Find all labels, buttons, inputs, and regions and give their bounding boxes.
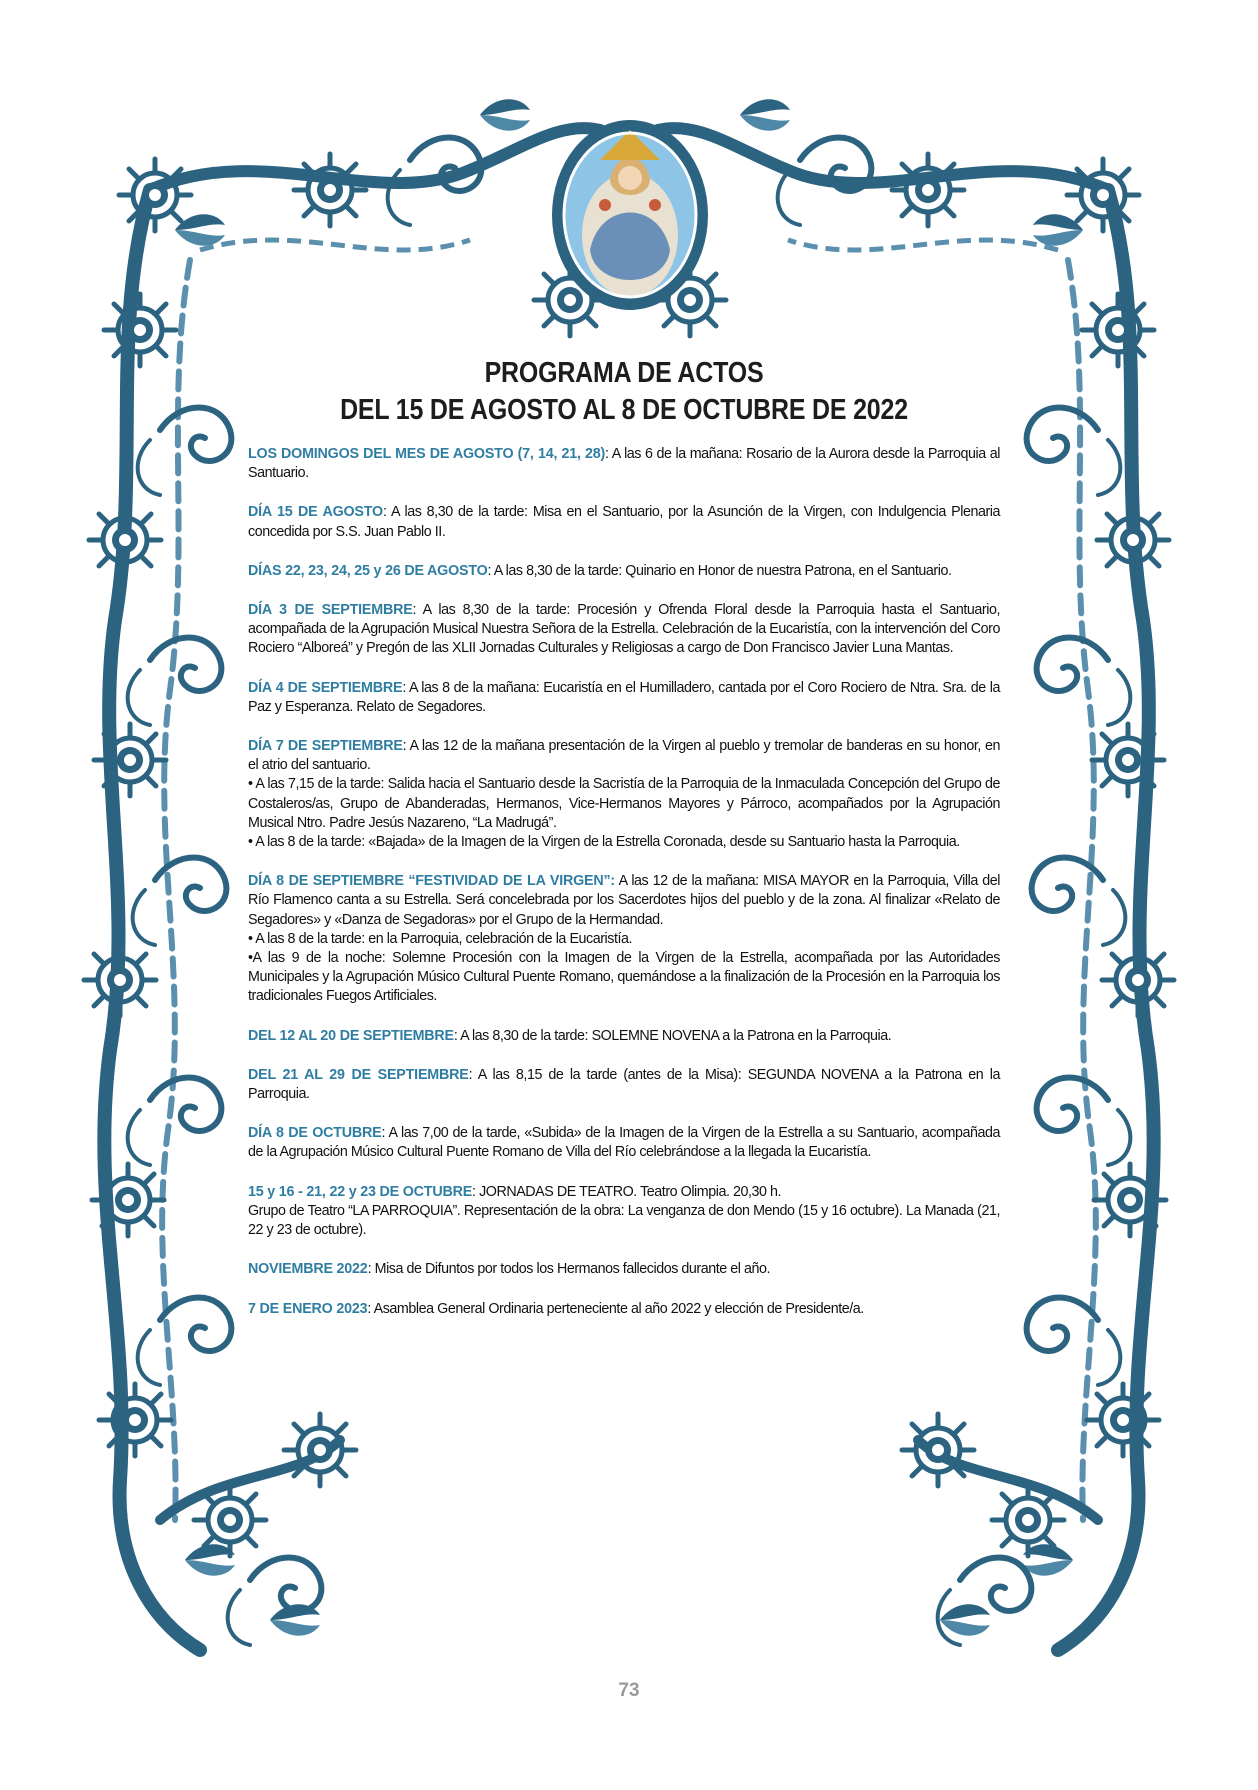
program-entry: [248, 1066, 1000, 1104]
entry-description: : A las 8,30 de la tarde: SOLEMNE NOVENA a la Patrona en la Parroquia.: [453, 1027, 892, 1044]
entry-bullet: •A las 9 de la noche: Solemne Procesión con la Imagen de la Virgen de la Estrella, acompañada por las Autoridades Municipales y la Agrupación Músico Cultural Puente Romano, quemándose a la finalización de la Procesión en la Parroquia los tradicionales Fuegos Artificiales.: [248, 950, 1000, 1005]
entry-bullet: • A las 7,15 de la tarde: Salida hacia el Santuario desde la Sacristía de la Parroquia de la Inmaculada Concepción del Grupo de Costaleros/as, Grupo de Abanderadas, Hermanos, Vice-Hermanos Mayores y Párroco, acompañados por la Agrupación Musical Ntro. Padre Jesús Nazareno, “La Madrugá”.: [248, 776, 1000, 831]
program-entry: [248, 679, 1000, 717]
program-entry: [248, 1300, 1000, 1319]
entry-date-label: DÍA 7 DE SEPTIEMBRE: [248, 738, 403, 755]
entry-date-label: DÍA 15 DE AGOSTO: [248, 504, 383, 521]
entry-bullet: • A las 8 de la tarde: en la Parroquia, celebración de la Eucaristía.: [248, 930, 633, 947]
program-entries-list: [248, 445, 1000, 1319]
entry-date-label: 7 DE ENERO 2023: [248, 1300, 368, 1317]
title-line-2: DEL 15 DE AGOSTO AL 8 DE OCTUBRE DE 2022: [340, 394, 908, 426]
left-border-ornament: [84, 190, 235, 1650]
page-number: 73: [618, 1680, 640, 1701]
bottom-left-ornament: [160, 1414, 356, 1645]
program-entry: [248, 737, 1000, 852]
entry-description: : A las 8,15 de la tarde (antes de la Misa): SEGUNDA NOVENA a la Patrona en la Parroquia.: [248, 1066, 1000, 1103]
bottom-right-ornament: [902, 1414, 1098, 1645]
entry-date-label: NOVIEMBRE 2022: [248, 1261, 368, 1278]
entry-bullet: Grupo de Teatro “LA PARROQUIA”. Representación de la obra: La venganza de don Mendo (15 y 16 octubre). La Manada (21, 22 y 23 de octubre).: [248, 1202, 1000, 1239]
entry-description: : Misa de Difuntos por todos los Hermanos fallecidos durante el año.: [367, 1261, 771, 1278]
entry-description: : A las 8 de la mañana: Eucaristía en el Humilladero, cantada por el Coro Rociero de Ntra. Sra. de la Paz y Esperanza. Relato de Segadores.: [248, 679, 1000, 715]
program-entry: [248, 562, 1000, 581]
entry-description: A las 12 de la mañana: MISA MAYOR en la Parroquia, Villa del Río Flamenco canta a su Estrella. Será concelebrada por los Sacerdotes hijos del pueblo y de la zona. Al finalizar «Relato de Segadores» y «Danza de Segadoras» por el Grupo de la Hermandad.: [248, 873, 1000, 928]
program-entry: [248, 445, 1000, 483]
entry-date-label: LOS DOMINGOS DEL MES DE AGOSTO (7, 14, 21, 28): [248, 446, 606, 462]
entry-description: : A las 8,30 de la tarde: Quinario en Honor de nuestra Patrona, en el Santuario.: [487, 562, 952, 579]
program-entry: [248, 1124, 1000, 1162]
entry-description: : A las 12 de la mañana presentación de la Virgen al pueblo y tremolar de banderas en su honor, en el atrio del santuario.: [248, 738, 1000, 774]
entry-date-label: DÍA 8 DE OCTUBRE: [248, 1125, 382, 1142]
program-entry: [248, 1183, 1000, 1241]
program-entry: [248, 503, 1000, 541]
title-line-1: PROGRAMA DE ACTOS: [484, 357, 764, 389]
entry-description: : Asamblea General Ordinaria perteneciente al año 2022 y elección de Presidente/a.: [367, 1300, 864, 1317]
entry-date-label: DÍAS 22, 23, 24, 25 y 26 DE AGOSTO: [248, 562, 488, 579]
program-content: [248, 355, 1000, 1339]
program-entry: [248, 1027, 1000, 1046]
entry-date-label: DEL 21 AL 29 DE SEPTIEMBRE: [248, 1066, 469, 1083]
entry-date-label: DÍA 4 DE SEPTIEMBRE: [248, 679, 403, 696]
right-border-ornament: [1023, 190, 1174, 1650]
page-title: [301, 355, 948, 429]
program-entry: [248, 1260, 1000, 1279]
entry-date-label: DÍA 3 DE SEPTIEMBRE: [248, 602, 413, 619]
entry-description: : A las 8,30 de la tarde: Misa en el Santuario, por la Asunción de la Virgen, con Indulgencia Plenaria concedida por S.S. Juan Pablo II.: [248, 504, 1000, 540]
program-entry: [248, 872, 1000, 1006]
entry-description: : JORNADAS DE TEATRO. Teatro Olimpia. 20,30 h.: [472, 1183, 782, 1200]
virgin-medallion-image: [552, 120, 708, 310]
entry-date-label: DEL 12 AL 20 DE SEPTIEMBRE: [248, 1027, 454, 1044]
entry-date-label: DÍA 8 DE SEPTIEMBRE “FESTIVIDAD DE LA VIRGEN”:: [248, 873, 615, 890]
entry-description: : A las 6 de la mañana: Rosario de la Aurora desde la Parroquia al Santuario.: [248, 446, 1000, 482]
entry-description: : A las 8,30 de la tarde: Procesión y Ofrenda Floral desde la Parroquia hasta el Santuario, acompañada de la Agrupación Musical Nuestra Señora de la Estrella. Celebración de la Eucaristía, con la intervención del Coro Rociero “Alboreá” y Pregón de las XLII Jornadas Culturales y Religiosas a cargo de Don Francisco Javier Luna Mantas.: [248, 602, 1000, 657]
entry-description: : A las 7,00 de la tarde, «Subida» de la Imagen de la Virgen de la Estrella a su Santuario, acompañada de la Agrupación Músico Cultural Puente Romano de Villa del Río celebrándose a la llegada la Eucaristía.: [248, 1125, 1001, 1161]
entry-date-label: 15 y 16 - 21, 22 y 23 DE OCTUBRE: [248, 1183, 473, 1200]
program-entry: [248, 601, 1000, 659]
entry-bullet: • A las 8 de la tarde: «Bajada» de la Imagen de la Virgen de la Estrella Coronada, desde su Santuario hasta la Parroquia.: [248, 834, 960, 851]
